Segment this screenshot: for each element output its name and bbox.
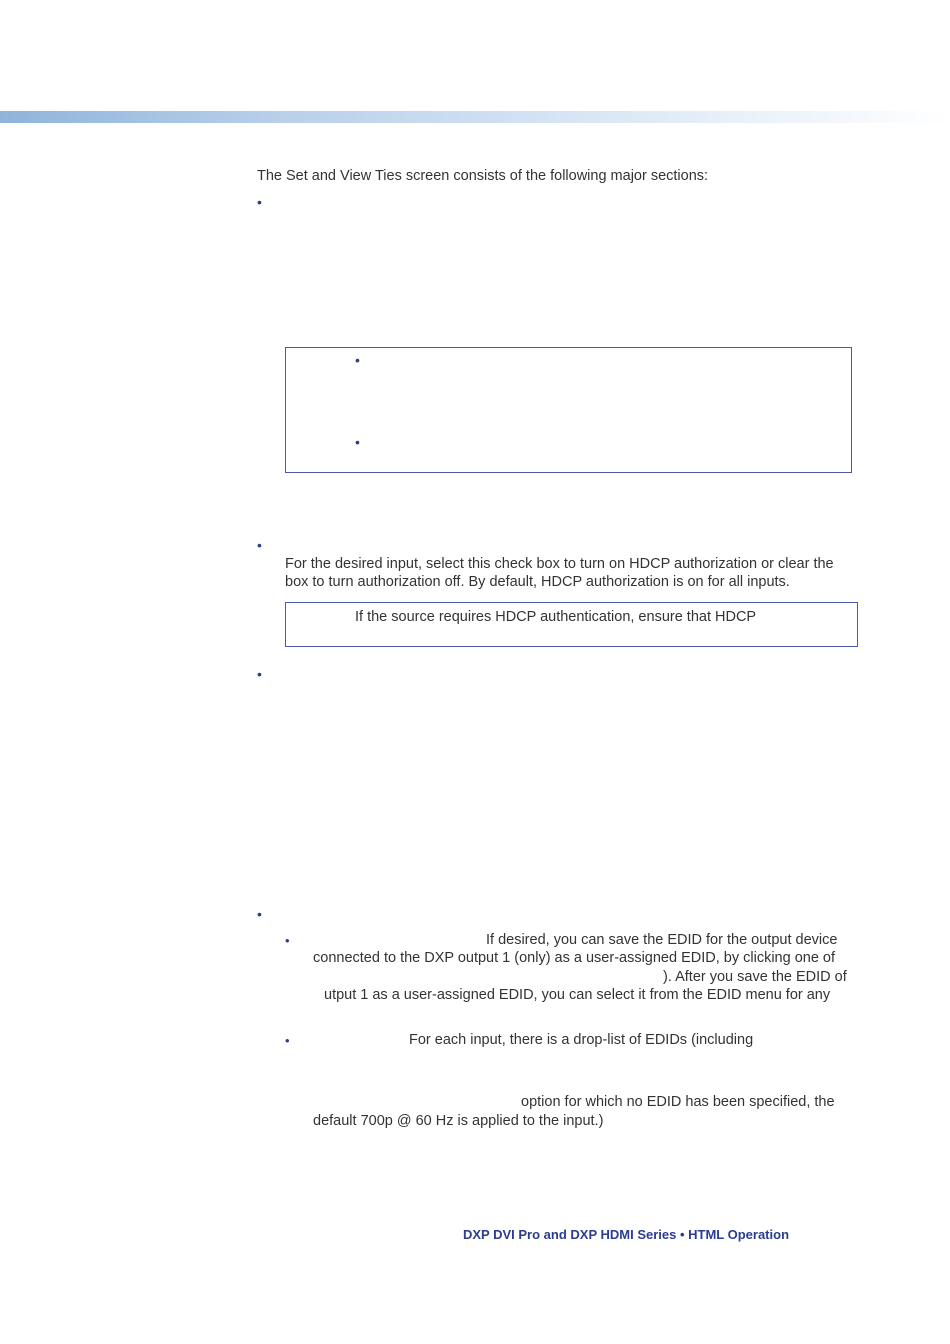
edid-sub1-line-2: connected to the DXP output 1 (only) as a user-assigned EDID, by clicking one of [313, 950, 836, 966]
edid-sub2-line-3: default 700p @ 60 Hz is applied to the input.) [313, 1113, 604, 1129]
bullet-1: • [257, 194, 262, 210]
edid-sub2-line-2: option for which no EDID has been specified, the [521, 1094, 835, 1110]
hdcp-note-text: If the source requires HDCP authentication, ensure that HDCP [355, 609, 757, 625]
hdcp-line-1: For the desired input, select this check box to turn on HDCP authorization or clear the [285, 556, 834, 572]
hdcp-line-2: box to turn authorization off. By default, HDCP authorization is on for all inputs. [285, 574, 790, 590]
header-band [0, 111, 950, 123]
sub-bullet-1: • [285, 933, 290, 948]
edid-sub1-line-1: If desired, you can save the EDID for the output device [486, 932, 838, 948]
intro-text: The Set and View Ties screen consists of the following major sections: [257, 168, 709, 184]
edid-sub1-line-4: utput 1 as a user-assigned EDID, you can select it from the EDID menu for any [324, 987, 831, 1003]
hdcp-note-box [285, 602, 858, 647]
note-bullet-2: • [355, 434, 360, 450]
bullet-3: • [257, 666, 262, 682]
sub-bullet-2: • [285, 1033, 290, 1048]
edid-sub2-line-1: For each input, there is a drop-list of EDIDs (including [409, 1032, 754, 1048]
bullet-hdcp: • [257, 537, 262, 553]
bullet-edid: • [257, 906, 262, 922]
edid-sub1-line-3: ). After you save the EDID of [663, 969, 847, 985]
note-box-1 [285, 347, 852, 473]
page-footer: DXP DVI Pro and DXP HDMI Series • HTML Operation [463, 1227, 790, 1242]
note-bullet-1: • [355, 352, 360, 368]
